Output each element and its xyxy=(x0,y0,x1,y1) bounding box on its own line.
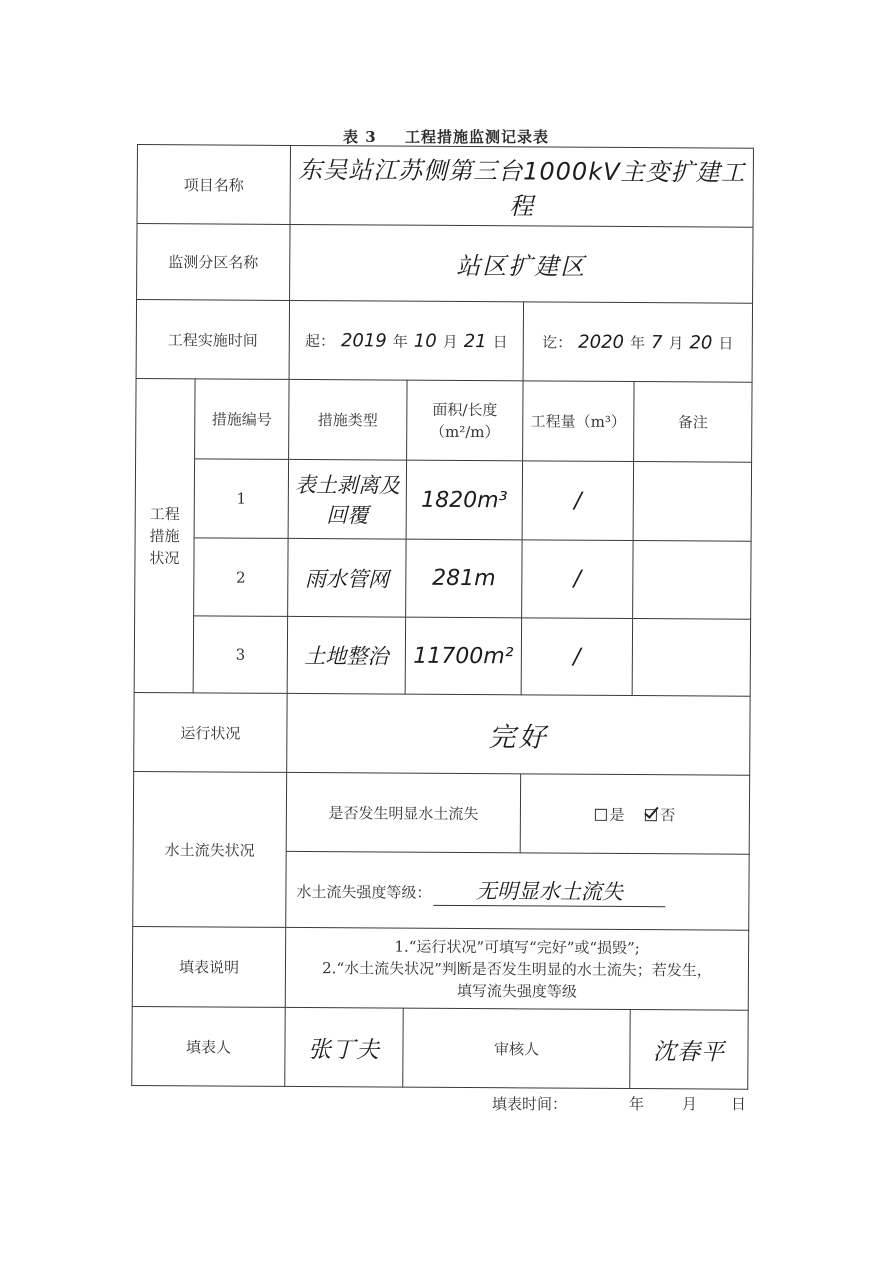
measure-area-handwritten: 1820m³ xyxy=(421,487,508,513)
end-month: 7 xyxy=(650,331,663,353)
end-month-unit: 月 xyxy=(668,333,684,352)
measure-remark xyxy=(632,619,750,697)
instructions-text xyxy=(285,927,749,1010)
project-row xyxy=(137,145,754,228)
operation-label: 运行状况 xyxy=(134,692,287,772)
zone-label: 监测分区名称 xyxy=(137,224,290,301)
soil-loss-question-row xyxy=(133,771,750,854)
start-prefix: 起： xyxy=(304,331,336,350)
start-month-unit: 月 xyxy=(442,332,458,351)
measure-no: 2 xyxy=(194,538,288,617)
reviewer-signature-handwritten: 沈春平 xyxy=(652,1038,726,1066)
measure-type xyxy=(288,459,406,539)
filler-signature-handwritten: 张丁夫 xyxy=(307,1036,381,1064)
header-remark: 备注 xyxy=(634,382,753,463)
intensity-value-handwritten: 无明显水土流失 xyxy=(475,879,624,904)
measure-quantity-handwritten: / xyxy=(573,566,582,592)
end-day-unit: 日 xyxy=(718,334,734,353)
soil-loss-label: 水土流失状况 xyxy=(133,771,287,927)
table-number: 表 3 xyxy=(343,128,377,146)
fill-time-label: 填表时间： xyxy=(492,1095,568,1113)
soil-loss-options xyxy=(520,774,750,854)
operation-status-handwritten: 完好 xyxy=(488,721,549,754)
fill-time-month-unit: 月 xyxy=(682,1095,698,1113)
measure-type-handwritten: 土地整治 xyxy=(304,644,389,669)
option-yes-label: 是 xyxy=(609,805,625,824)
table-row xyxy=(134,615,751,696)
end-prefix: 讫： xyxy=(542,332,573,352)
instructions-line3: 填写流失强度等级 xyxy=(456,981,577,1001)
fill-time xyxy=(492,1093,746,1114)
project-value xyxy=(290,145,754,227)
instructions-row xyxy=(132,926,749,1010)
zone-row xyxy=(137,224,753,304)
header-measure-no: 措施编号 xyxy=(195,379,290,460)
operation-row xyxy=(134,692,751,775)
measure-quantity xyxy=(522,461,633,541)
reviewer-label: 审核人 xyxy=(403,1008,630,1088)
end-day: 20 xyxy=(689,331,713,354)
measure-type-handwritten: 表土剥离及回覆 xyxy=(294,472,401,528)
measure-area xyxy=(406,460,522,540)
start-month: 10 xyxy=(413,330,437,352)
measures-header-row xyxy=(136,378,753,462)
period-row xyxy=(136,300,753,383)
start-date xyxy=(289,300,523,380)
project-name-handwritten: 东吴站江苏侧第三台1000kV主变扩建工程 xyxy=(298,155,746,221)
intensity-label: 水土流失强度等级： xyxy=(296,882,432,902)
instructions-line2: 2.“水土流失状况”判断是否发生明显的水土流失；若发生， xyxy=(322,958,712,980)
end-year: 2020 xyxy=(578,331,625,353)
start-year-unit: 年 xyxy=(392,332,408,351)
measure-area xyxy=(406,539,522,618)
instructions-label: 填表说明 xyxy=(132,926,286,1007)
header-area-line2: （m²/m） xyxy=(429,422,500,441)
reviewer-signature xyxy=(630,1010,749,1090)
fill-time-year-unit: 年 xyxy=(629,1095,645,1113)
page-title xyxy=(0,126,892,147)
instructions-line1: 1.“运行状况”可填写“完好”或“损毁”; xyxy=(394,937,640,957)
end-date xyxy=(523,302,753,382)
measure-type xyxy=(287,616,405,694)
zone-name-handwritten: 站区扩建区 xyxy=(456,251,587,281)
measure-type xyxy=(288,538,406,617)
section-label-line1: 工程 xyxy=(149,504,180,523)
measure-quantity-handwritten: / xyxy=(574,488,582,514)
checkbox-no-checked[interactable] xyxy=(645,809,657,821)
fill-time-day-unit: 日 xyxy=(731,1095,747,1113)
measure-area-handwritten: 281m xyxy=(432,565,496,592)
end-year-unit: 年 xyxy=(629,333,646,352)
soil-loss-question: 是否发生明显水土流失 xyxy=(286,772,520,852)
measure-quantity xyxy=(522,540,633,619)
filler-signature xyxy=(285,1007,403,1087)
header-measure-type: 措施类型 xyxy=(289,379,407,460)
measure-remark xyxy=(633,541,752,620)
project-label: 项目名称 xyxy=(137,145,290,225)
measure-remark xyxy=(633,462,752,542)
measure-quantity xyxy=(521,618,632,696)
measures-section-label xyxy=(134,378,195,692)
table-row xyxy=(135,458,752,541)
measure-quantity-handwritten: / xyxy=(573,644,581,670)
zone-value xyxy=(290,224,753,303)
measure-no: 3 xyxy=(193,616,287,694)
soil-loss-intensity xyxy=(286,851,749,930)
measure-area-handwritten: 11700m² xyxy=(413,643,514,669)
intensity-underline xyxy=(433,875,665,907)
monitoring-record-table xyxy=(131,144,754,1090)
section-label-line2: 措施 xyxy=(149,526,180,545)
option-no[interactable] xyxy=(645,806,675,824)
table-row xyxy=(135,537,752,619)
signature-row xyxy=(132,1006,749,1089)
measure-no: 1 xyxy=(194,459,288,539)
option-no-label: 否 xyxy=(660,805,676,824)
section-label-line3: 状况 xyxy=(149,548,180,567)
header-area-line1: 面积/长度 xyxy=(432,400,498,419)
start-year: 2019 xyxy=(340,329,387,352)
measure-area xyxy=(405,617,521,695)
header-area-length xyxy=(407,380,523,461)
table-title: 工程措施监测记录表 xyxy=(404,128,549,146)
start-day: 21 xyxy=(463,330,487,352)
period-label: 工程实施时间 xyxy=(136,300,289,380)
checkbox-yes[interactable] xyxy=(595,808,607,820)
header-quantity: 工程量（m³） xyxy=(523,381,634,462)
operation-value xyxy=(287,693,751,775)
measure-type-handwritten: 雨水管网 xyxy=(304,566,389,592)
start-day-unit: 日 xyxy=(492,332,508,351)
filler-label: 填表人 xyxy=(132,1006,285,1086)
option-yes[interactable] xyxy=(594,805,624,823)
